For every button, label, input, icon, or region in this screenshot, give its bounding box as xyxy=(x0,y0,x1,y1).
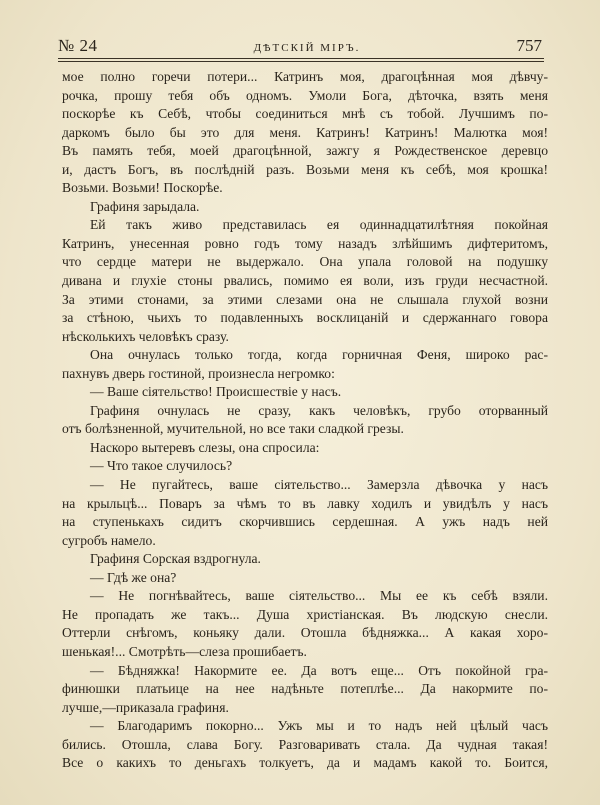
text-line: Наскоро вытеревъ слезы, она спросила: xyxy=(90,439,320,455)
text-line: Въ память тебя, моей драгоцѣнной, зажгу я Рождественское деревцо xyxy=(62,143,548,159)
text-line: Оттерли снѣгомъ, коньяку дали. Отошла бѣдняжка... А какая хоро- xyxy=(62,625,548,641)
text-line: Графиня зарыдала. xyxy=(90,198,200,214)
text-line: Все о какихъ то деньгахъ толкуетъ, да и мадамъ какой то. Боится, xyxy=(62,755,548,771)
journal-title: ДѢТСКІЙ МІРЪ. xyxy=(253,42,361,54)
text-line: Графиня Сорская вздрогнула. xyxy=(90,551,261,567)
text-line: даркомъ было бы это для меня. Катринъ! Катринъ! Малютка моя! xyxy=(62,124,548,140)
text-line: — Гдѣ же она? xyxy=(90,569,177,585)
text-line: — Бѣдняжка! Накормите ее. Да вотъ еще... Отъ покойной гра- xyxy=(90,662,548,678)
text-line: — Не погнѣвайтесь, ваше сіятельство... Мы ее къ себѣ взяли. xyxy=(90,588,548,604)
text-line: Графиня очнулась не сразу, какъ человѣкъ, грубо оторванный xyxy=(90,402,548,418)
text-line: Катринъ, унесенная ровно годъ тому назадъ злѣйшимъ дифтеритомъ, xyxy=(62,235,548,251)
text-line: — Не пугайтесь, ваше сіятельство... Замерзла дѣвочка у насъ xyxy=(90,477,548,493)
text-line: — Что такое случилось? xyxy=(90,458,233,474)
text-line: за стѣною, чьихъ то подавленныхъ восклицаній и сдержаннаго говора xyxy=(62,310,548,326)
text-line: рочка, прошу тебя объ одномъ. Умоли Бога, дѣточка, взять меня xyxy=(62,87,548,103)
text-line: на ступенькахъ сидитъ скорчившись сердешная. А ужъ надъ ней xyxy=(62,514,548,530)
issue-number: № 24 xyxy=(58,36,98,55)
text-line: бились. Отошла, слава Богу. Разговаривать стала. Да чудная такая! xyxy=(62,736,548,752)
text-line: дивана и глухіе стоны рвались, помимо ея воли, изъ груди несчастной. xyxy=(62,273,548,289)
text-line: финюшки платьице на нее надѣньте потеплѣе... Да накормите по- xyxy=(62,681,548,697)
text-line: — Ваше сіятельство! Происшествіе у насъ. xyxy=(90,384,342,400)
text-line: нѣсколькихъ человѣкъ сразу. xyxy=(62,328,229,344)
text-line: что сердце матери не выдержало. Она упала головой на подушку xyxy=(62,254,548,270)
text-line: шенькая!... Смотрѣть—слеза прошибаетъ. xyxy=(62,643,307,659)
text-line: сугробъ намело. xyxy=(62,532,156,548)
text-line: мое полно горечи потери... Катринъ моя, драгоцѣнная моя дѣвчу- xyxy=(62,69,548,84)
body-text xyxy=(62,68,548,773)
text-line: За этими стонами, за этими слезами она не слышала глухой возни xyxy=(62,291,548,307)
text-line: Она очнулась только тогда, когда горничная Феня, широко рас- xyxy=(90,347,548,363)
text-line: отъ болѣзненной, мучительной, но все таки сладкой грезы. xyxy=(62,421,404,437)
header-rule xyxy=(58,58,544,62)
text-line: пахнувъ дверь гостиной, произнесла негромко: xyxy=(62,365,335,381)
text-line: и, дастъ Богъ, въ послѣдній разъ. Возьми меня къ себѣ, моя крошка! xyxy=(62,161,548,177)
text-line: Не пропадать же такъ... Душа христіанская. Въ людскую снесли. xyxy=(62,606,548,622)
text-line: на крыльцѣ... Поваръ за чѣмъ то въ лавку ходилъ и увидѣлъ у насъ xyxy=(62,495,548,511)
page-number: 757 xyxy=(516,36,542,55)
text-line: — Благодаримъ покорно... Ужъ мы и то надъ ней цѣлый часъ xyxy=(90,718,548,734)
text-line: Ей такъ живо представилась ея одиннадцатилѣтняя покойная xyxy=(90,217,548,233)
text-line: Возьми. Возьми! Поскорѣе. xyxy=(62,180,223,196)
text-line: лучше,—приказала графиня. xyxy=(62,699,229,715)
text-line: поскорѣе къ Себѣ, чтобы соединиться мнѣ съ тобой. Лучшимъ по- xyxy=(62,106,548,122)
running-header xyxy=(58,30,542,56)
